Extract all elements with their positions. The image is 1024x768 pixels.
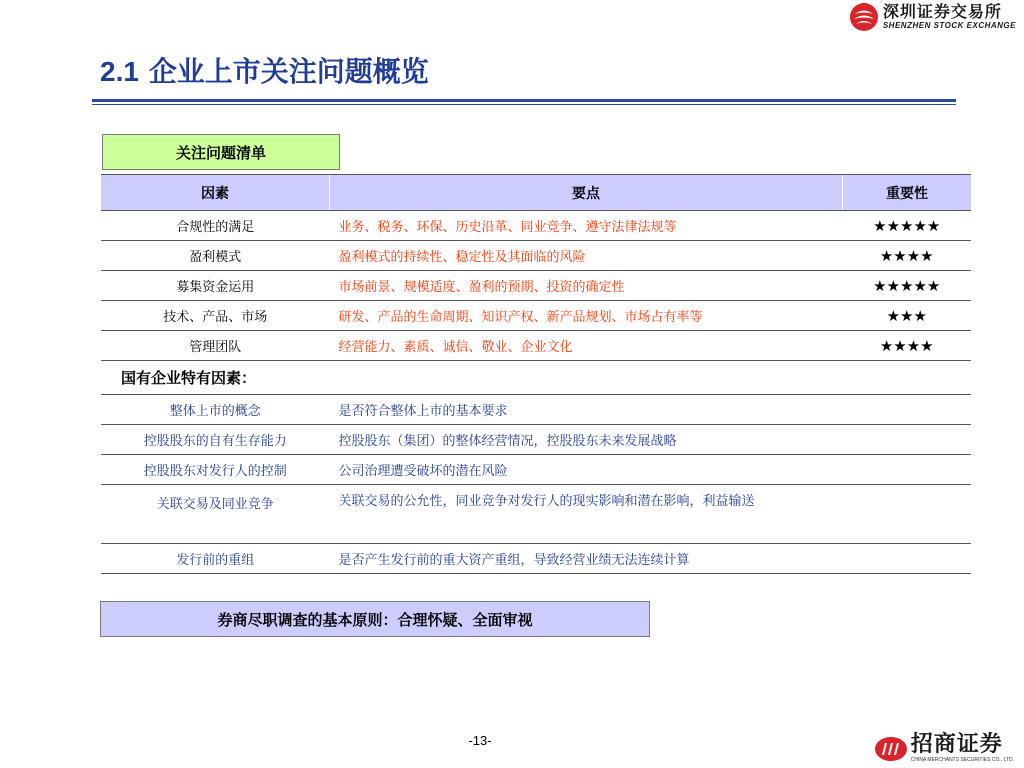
points-cell: 业务、税务、环保、历史沿革、同业竞争、遵守法律法规等 xyxy=(330,211,843,241)
points-cell: 关联交易的公允性，同业竞争对发行人的现实影响和潜在影响，利益输送 xyxy=(330,485,843,544)
factor-cell: 技术、产品、市场 xyxy=(101,301,330,331)
cms-logo xyxy=(874,734,1014,763)
factor-cell: 合规性的满足 xyxy=(101,211,330,241)
importance-stars: ★★★★ xyxy=(843,331,972,361)
title-divider-thin xyxy=(92,104,956,105)
soe-section-row xyxy=(101,361,971,395)
factor-cell: 募集资金运用 xyxy=(101,271,330,301)
factor-cell: 整体上市的概念 xyxy=(101,395,330,425)
empty-cell xyxy=(843,485,972,544)
table-row xyxy=(101,395,971,425)
importance-stars: ★★★★ xyxy=(843,241,972,271)
header-key-points: 要点 xyxy=(330,175,843,211)
page-title xyxy=(100,50,429,90)
points-cell: 是否产生发行前的重大资产重组，导致经营业绩无法连续计算 xyxy=(330,544,843,574)
empty-cell xyxy=(843,425,972,455)
points-cell: 控股股东（集团）的整体经营情况，控股股东未来发展战略 xyxy=(330,425,843,455)
table-row xyxy=(101,455,971,485)
factor-cell: 发行前的重组 xyxy=(101,544,330,574)
table-header-row xyxy=(101,175,971,211)
table-row xyxy=(101,301,971,331)
points-cell: 盈利模式的持续性、稳定性及其面临的风险 xyxy=(330,241,843,271)
empty-cell xyxy=(843,544,972,574)
issue-list-tab: 关注问题清单 xyxy=(102,134,340,170)
table-row xyxy=(101,331,971,361)
empty-cell xyxy=(843,395,972,425)
issues-table xyxy=(101,174,971,574)
factor-cell: 关联交易及同业竞争 xyxy=(101,485,330,544)
points-cell: 是否符合整体上市的基本要求 xyxy=(330,395,843,425)
importance-stars: ★★★★★ xyxy=(843,271,972,301)
points-cell: 市场前景、规模适度、盈利的预期、投资的确定性 xyxy=(330,271,843,301)
table-row xyxy=(101,485,971,544)
empty-cell xyxy=(843,455,972,485)
page-number: -13- xyxy=(468,733,492,748)
cms-name-cn: 招商证券 xyxy=(910,732,1003,757)
szse-name-cn: 深圳证券交易所 xyxy=(882,2,1002,21)
section-number: 2.1 xyxy=(100,56,139,87)
header-factor: 因素 xyxy=(101,175,330,211)
soe-section-label: 国有企业特有因素： xyxy=(101,361,971,395)
table-row xyxy=(101,211,971,241)
importance-stars: ★★★★★ xyxy=(843,211,972,241)
points-cell: 研发、产品的生命周期、知识产权、新产品规划、市场占有率等 xyxy=(330,301,843,331)
szse-logo xyxy=(849,2,1016,32)
table-row xyxy=(101,425,971,455)
header-importance: 重要性 xyxy=(843,175,972,211)
due-diligence-principle: 券商尽职调查的基本原则：合理怀疑、全面审视 xyxy=(100,601,650,637)
points-cell: 经营能力、素质、诚信、敬业、企业文化 xyxy=(330,331,843,361)
table-row xyxy=(101,544,971,574)
points-cell: 公司治理遭受破坏的潜在风险 xyxy=(330,455,843,485)
factor-cell: 管理团队 xyxy=(101,331,330,361)
section-title: 企业上市关注问题概览 xyxy=(148,55,429,88)
table-row xyxy=(101,241,971,271)
importance-stars: ★★★ xyxy=(843,301,972,331)
factor-cell: 盈利模式 xyxy=(101,241,330,271)
szse-logo-icon xyxy=(849,2,879,32)
factor-cell: 控股股东的自有生存能力 xyxy=(101,425,330,455)
cms-logo-icon xyxy=(874,735,908,763)
cms-name-en: CHINA MERCHANTS SECURITIES CO., LTD. xyxy=(910,757,1014,763)
title-divider xyxy=(92,99,956,102)
table-row xyxy=(101,271,971,301)
factor-cell: 控股股东对发行人的控制 xyxy=(101,455,330,485)
szse-name-en: SHENZHEN STOCK EXCHANGE xyxy=(882,21,1016,30)
